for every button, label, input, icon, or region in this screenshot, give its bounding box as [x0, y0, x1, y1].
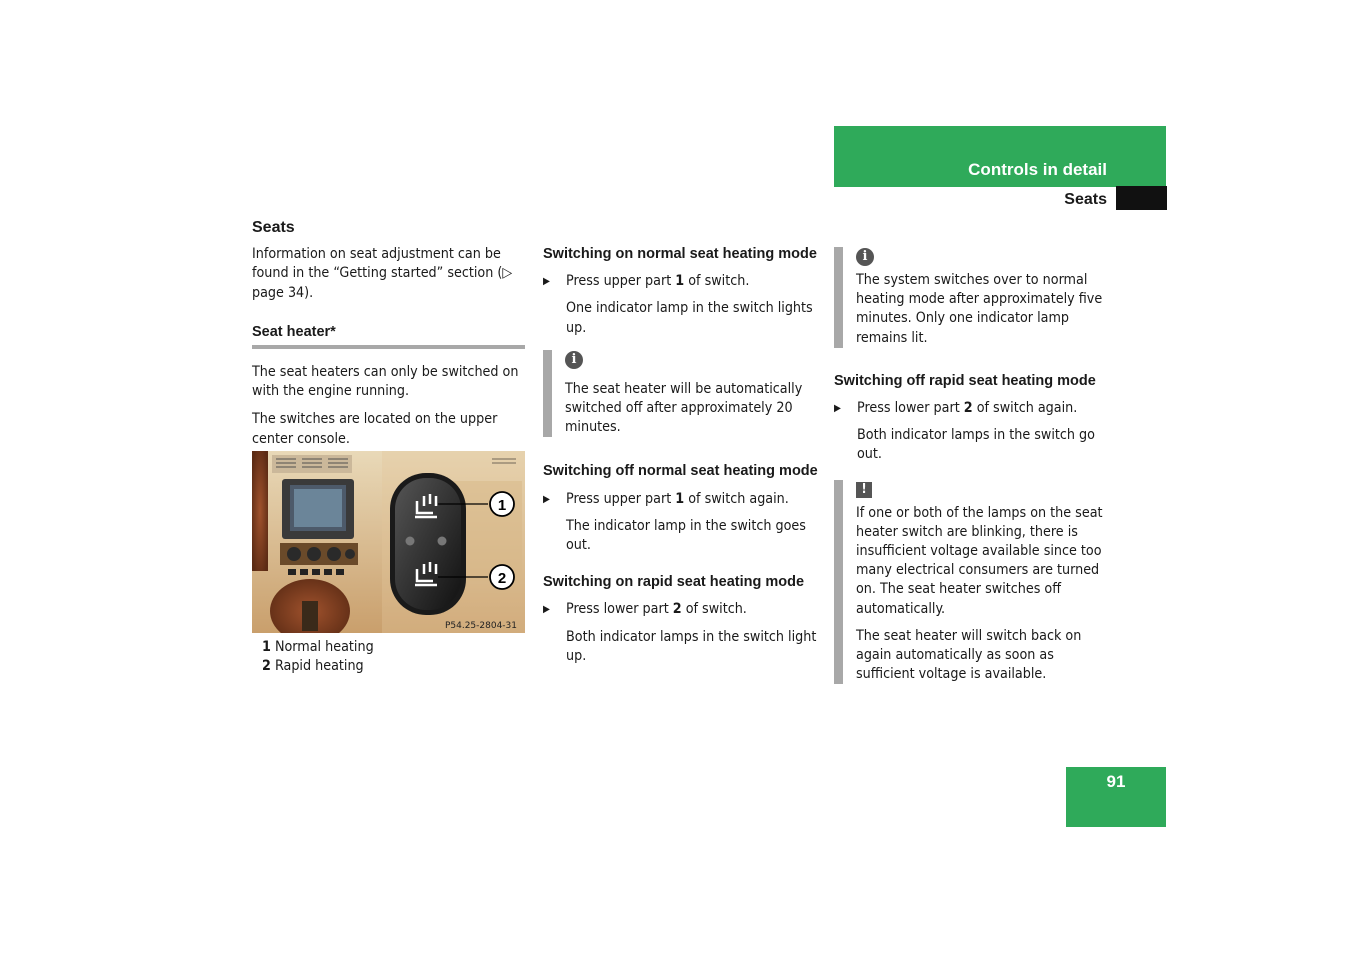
step-off-normal: ▶ Press upper part 1 of switch again.: [543, 490, 818, 509]
note-bar: [543, 350, 552, 438]
triangle-right-icon: ▶: [834, 403, 841, 415]
page-title: Seats: [252, 219, 295, 236]
info-note-switchover: [834, 247, 1106, 348]
info-note-auto-off: [543, 350, 818, 438]
intro-text: Information on seat adjustment can be found in the “Getting started” section (▷ page 34).: [252, 246, 513, 301]
column-2: [543, 245, 818, 666]
warning-text-2: The seat heater will switch back on again automatically as soon as sufficient voltage is available.: [856, 627, 1082, 683]
heading-rule: [252, 345, 525, 349]
step-on-rapid: ▶ Press lower part 2 of switch.: [543, 600, 818, 619]
info-icon: i: [565, 351, 583, 369]
step-off-rapid: ▶ Press lower part 2 of switch again.: [834, 399, 1106, 418]
photo-callout-1: 1: [497, 497, 507, 514]
switch-photo: [252, 451, 525, 633]
photo-legend: [262, 638, 522, 676]
section-title: Controls in detail: [968, 160, 1107, 179]
paragraph-engine: The seat heaters can only be switched on with the engine running.: [252, 364, 519, 400]
result-on-rapid: Both indicator lamps in the switch light up.: [566, 628, 817, 664]
warning-icon: !: [856, 482, 872, 498]
warning-text: If one or both of the lamps on the seat heater switch are blinking, there is insufficient voltage available since too many electrical consumers are turned on. The seat heater switches off automatically.: [856, 504, 1103, 617]
legend-item: 1 Normal heating: [262, 639, 374, 655]
column-1: [252, 218, 525, 449]
page-number: 91: [1106, 772, 1126, 791]
seat-heater-heading: Seat heater*: [252, 323, 336, 340]
heading-off-rapid: Switching off rapid seat heating mode: [834, 372, 1096, 389]
result-on-normal: One indicator lamp in the switch lights up.: [566, 300, 813, 336]
heading-off-normal: Switching off normal seat heating mode: [543, 463, 818, 480]
note-text: The seat heater will be automatically switched off after approximately 20 minutes.: [565, 380, 803, 436]
photo-code: P54.25-2804-31: [444, 621, 517, 631]
note-bar: [834, 480, 843, 685]
warning-note-voltage: [834, 480, 1106, 685]
paragraph-location: The switches are located on the upper center console.: [252, 411, 498, 447]
step-on-normal: ▶ Press upper part 1 of switch.: [543, 272, 818, 291]
header-marker: [1116, 186, 1167, 210]
note-bar: [834, 247, 843, 348]
triangle-right-icon: ▶: [543, 276, 550, 288]
info-icon: i: [856, 248, 874, 266]
result-off-normal: The indicator lamp in the switch goes out.: [566, 517, 806, 554]
result-off-rapid: Both indicator lamps in the switch go out.: [857, 427, 1095, 463]
note-text: The system switches over to normal heating mode after approximately five minutes. Only one indicator lamp remains lit.: [856, 272, 1103, 346]
heading-on-rapid: Switching on rapid seat heating mode: [543, 574, 805, 591]
photo-callout-2: 2: [497, 570, 507, 587]
triangle-right-icon: ▶: [543, 493, 550, 505]
section-header: [834, 126, 1166, 187]
legend-item: 2 Rapid heating: [262, 658, 364, 675]
triangle-right-icon: ▶: [543, 604, 550, 616]
page-number-box: [1066, 767, 1166, 827]
column-3: [834, 247, 1106, 684]
heading-on-normal: Switching on normal seat heating mode: [543, 246, 817, 262]
section-subtitle: Seats: [1064, 191, 1107, 208]
